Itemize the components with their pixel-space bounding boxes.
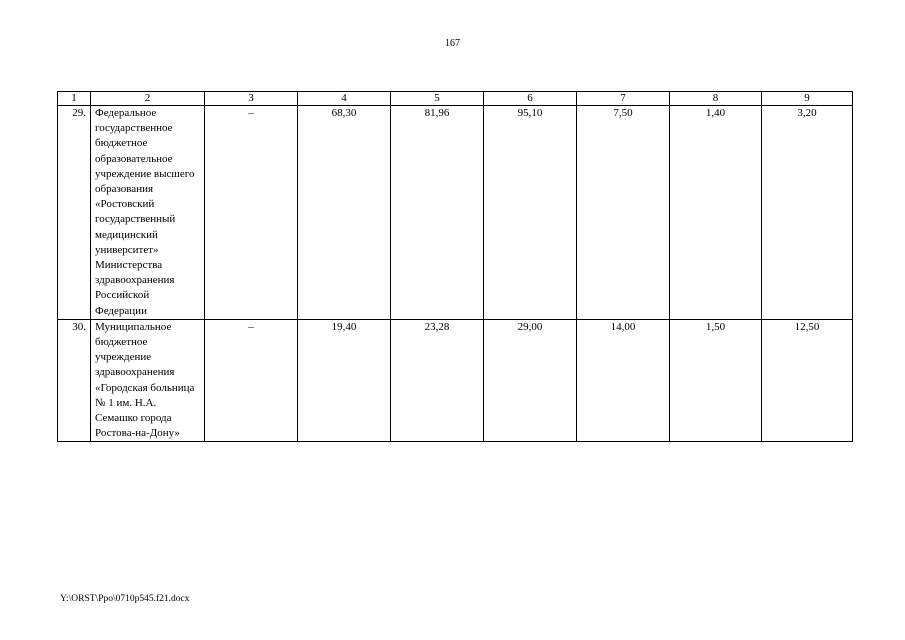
page-number: 167 bbox=[445, 38, 460, 49]
column-header: 1 bbox=[58, 92, 91, 106]
row-number: 30. bbox=[58, 319, 91, 442]
table-cell: – bbox=[205, 319, 298, 442]
data-table bbox=[57, 91, 853, 442]
table-cell: 68,30 bbox=[298, 106, 391, 320]
table-cell: 14,00 bbox=[577, 319, 670, 442]
table-cell: 12,50 bbox=[762, 319, 853, 442]
table-cell: 23,28 bbox=[391, 319, 484, 442]
table-cell: 95,10 bbox=[484, 106, 577, 320]
column-header: 2 bbox=[91, 92, 205, 106]
column-header: 9 bbox=[762, 92, 853, 106]
row-number: 29. bbox=[58, 106, 91, 320]
table-row bbox=[58, 106, 853, 320]
table-cell: 19,40 bbox=[298, 319, 391, 442]
table-header-row bbox=[58, 92, 853, 106]
column-header: 5 bbox=[391, 92, 484, 106]
table-cell: 1,40 bbox=[670, 106, 762, 320]
table-cell: 1,50 bbox=[670, 319, 762, 442]
table-row bbox=[58, 319, 853, 442]
footer-file-path: Y:\ORST\Ppo\0710p545.f21.docx bbox=[60, 594, 190, 604]
institution-name: Муниципальное бюджетное учреждение здравоохранения «Городская больница № 1 им. Н.А. Семашко города Ростова-на-Дону» bbox=[91, 319, 205, 442]
table-cell: 81,96 bbox=[391, 106, 484, 320]
column-header: 4 bbox=[298, 92, 391, 106]
column-header: 6 bbox=[484, 92, 577, 106]
table-cell: – bbox=[205, 106, 298, 320]
table-cell: 29,00 bbox=[484, 319, 577, 442]
column-header: 3 bbox=[205, 92, 298, 106]
table-cell: 3,20 bbox=[762, 106, 853, 320]
column-header: 7 bbox=[577, 92, 670, 106]
institution-name: Федеральное государственное бюджетное образовательное учреждение высшего образования «Ростовский государственный медицинский университет» Министерства здравоохранения Российской Федерации bbox=[91, 106, 205, 320]
column-header: 8 bbox=[670, 92, 762, 106]
table-cell: 7,50 bbox=[577, 106, 670, 320]
